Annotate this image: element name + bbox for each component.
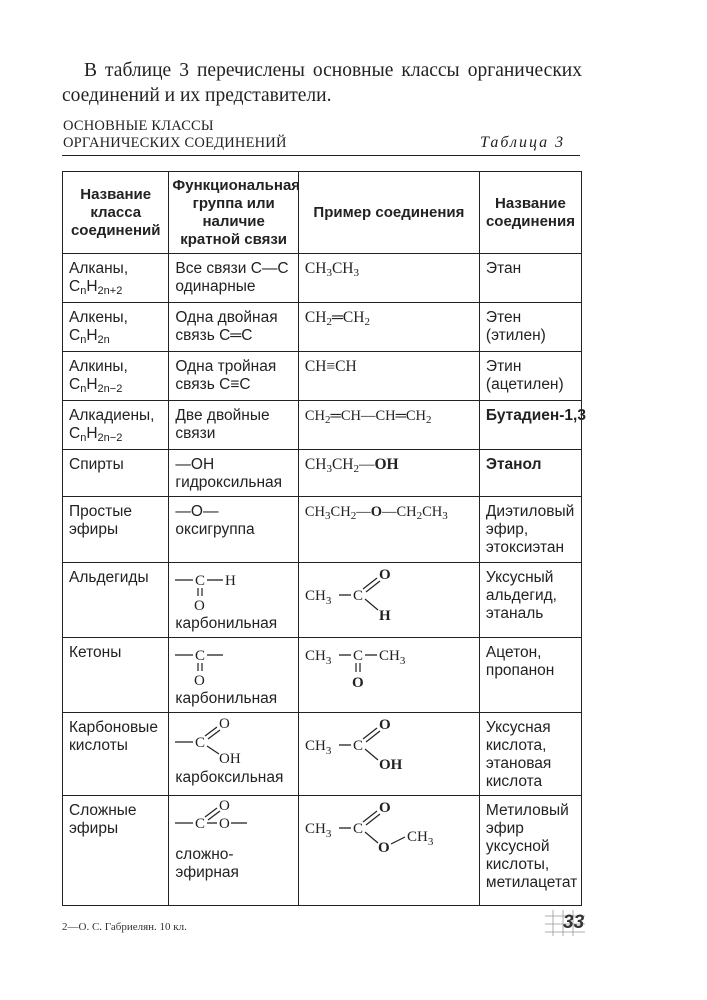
table-row (63, 303, 582, 352)
methyl-acetate-structure (305, 799, 465, 857)
svg-text:C: C (352, 588, 363, 604)
class-cell: Алкины, $C_nH_{2n-2}$ (63, 352, 169, 401)
caption-line-2: ОРГАНИЧЕСКИХ СОЕДИНЕНИЙ (63, 135, 287, 151)
compound-cell: Бутадиен-1,3 (479, 401, 581, 450)
table-row (63, 450, 582, 497)
example-cell: $CH_3CH_3$ (298, 254, 479, 303)
svg-text:O: O (194, 673, 206, 685)
table-label: Таблица 3 (480, 134, 566, 151)
header-compound: Название соединения (479, 172, 581, 254)
example-cell: $CH_2═CH—CH═CH_2$ (298, 401, 479, 450)
table-row (63, 796, 582, 906)
carboxyl-group-structure (175, 716, 265, 764)
caption-line-1: ОСНОВНЫЕ КЛАССЫ (63, 118, 214, 134)
svg-text:CH3: $CH_3$ (304, 738, 332, 757)
svg-text:C: C (352, 738, 363, 754)
svg-text:CH3: $CH_3$ (304, 821, 332, 840)
aldehyde-group-structure (175, 566, 265, 610)
svg-text:CH3: $CH_3$ (304, 588, 332, 607)
svg-text:H: H (225, 573, 237, 589)
example-cell: $CH_3CH_2—O—CH_2CH_3$ (298, 497, 479, 563)
group-cell: Две двойные связи (169, 401, 298, 450)
svg-text:OH: OH (219, 751, 242, 764)
example-cell: $CH_2═CH_2$ (298, 303, 479, 352)
svg-text:O: O (378, 717, 391, 733)
table-caption (63, 118, 287, 152)
acetone-structure (305, 641, 455, 691)
example-cell: $CH_3CH_2—OH$ (298, 450, 479, 497)
group-cell: C O O сложно-эфирная (169, 796, 298, 906)
acetaldehyde-structure (305, 566, 455, 626)
compound-cell: Уксусный альдегид, этаналь (479, 563, 581, 638)
example-cell (298, 563, 479, 638)
example-cell (298, 638, 479, 713)
svg-text:C: C (195, 648, 206, 664)
group-cell: Одна двойная связь C═C (169, 303, 298, 352)
general-formula: $C_nH_{2n-2}$ (69, 376, 123, 395)
table-row (63, 497, 582, 563)
svg-text:C: C (352, 648, 363, 664)
table-row (63, 352, 582, 401)
svg-text:OH: OH (378, 757, 403, 770)
class-cell: Альдегиды (63, 563, 169, 638)
example-cell (298, 796, 479, 906)
svg-text:C: C (352, 821, 363, 837)
organic-classes-table (62, 171, 586, 906)
class-cell: Алкены, $C_nH_{2n}$ (63, 303, 169, 352)
group-cell: C O карбонильная (169, 638, 298, 713)
svg-text:C: C (195, 735, 206, 751)
svg-text:O: O (219, 716, 231, 732)
group-cell: C H O карбонильная (169, 563, 298, 638)
example-cell (298, 713, 479, 796)
svg-text:CH3: $CH_3$ (304, 648, 332, 667)
svg-text:O: O (219, 799, 231, 814)
class-cell: Простые эфиры (63, 497, 169, 563)
footer-note: 2—О. С. Габриелян. 10 кл. (62, 921, 187, 933)
table-row (63, 713, 582, 796)
compound-cell: Метиловый эфир уксусной кислоты, метилацетат (479, 796, 581, 906)
table-row (63, 563, 582, 638)
svg-text:C: C (195, 816, 206, 832)
compound-cell: Диэтиловый эфир, этоксиэтан (479, 497, 581, 563)
header-group: Функциональная группа или наличие кратной связи (169, 172, 298, 254)
group-cell: —O— оксигруппа (169, 497, 298, 563)
svg-text:O: O (219, 816, 231, 832)
compound-cell: Этанол (479, 450, 581, 497)
svg-text:O: O (351, 675, 364, 691)
compound-cell: Этин (ацетилен) (479, 352, 581, 401)
svg-text:CH3: $CH_3$ (378, 648, 406, 667)
page-number: 33 (545, 910, 585, 936)
svg-text:H: H (378, 608, 391, 624)
group-cell: Все связи C—C одинарные (169, 254, 298, 303)
ketone-group-structure (175, 641, 265, 685)
general-formula: $C_nH_{2n+2}$ (69, 278, 123, 297)
svg-text:CH3: $CH_3$ (406, 829, 434, 848)
example-cell: CH≡CH (298, 352, 479, 401)
class-cell: Алкадиены, $C_nH_{2n-2}$ (63, 401, 169, 450)
group-cell: —OH гидроксильная (169, 450, 298, 497)
ester-group-structure (175, 799, 275, 841)
compound-cell: Этан (479, 254, 581, 303)
compound-cell: Уксусная кислота, этановая кислота (479, 713, 581, 796)
svg-text:O: O (378, 567, 391, 583)
header-example: Пример соединения (298, 172, 479, 254)
table-row (63, 638, 582, 713)
group-cell: Одна тройная связь C≡C (169, 352, 298, 401)
class-cell: Карбоновые кислоты (63, 713, 169, 796)
compound-cell: Этен (этилен) (479, 303, 581, 352)
class-cell: Кетоны (63, 638, 169, 713)
table-header-row (63, 172, 582, 254)
acetic-acid-structure (305, 716, 455, 770)
svg-text:O: O (377, 840, 390, 856)
caption-rule (62, 155, 580, 156)
table-row (63, 254, 582, 303)
intro-paragraph: В таблице 3 перечислены основные классы органических соединений и их представители. (62, 60, 582, 106)
svg-text:C: C (195, 573, 206, 589)
class-cell: Сложные эфиры (63, 796, 169, 906)
compound-cell: Ацетон, пропанон (479, 638, 581, 713)
class-cell: Алканы, $C_nH_{2n+2}$ (63, 254, 169, 303)
general-formula: $C_nH_{2n}$ (69, 327, 110, 346)
general-formula: $C_nH_{2n-2}$ (69, 425, 123, 444)
table-row (63, 401, 582, 450)
class-cell: Спирты (63, 450, 169, 497)
group-cell: C O OH карбоксильная (169, 713, 298, 796)
svg-text:O: O (378, 800, 391, 816)
header-class: Название класса соединений (63, 172, 169, 254)
svg-text:O: O (194, 598, 206, 610)
